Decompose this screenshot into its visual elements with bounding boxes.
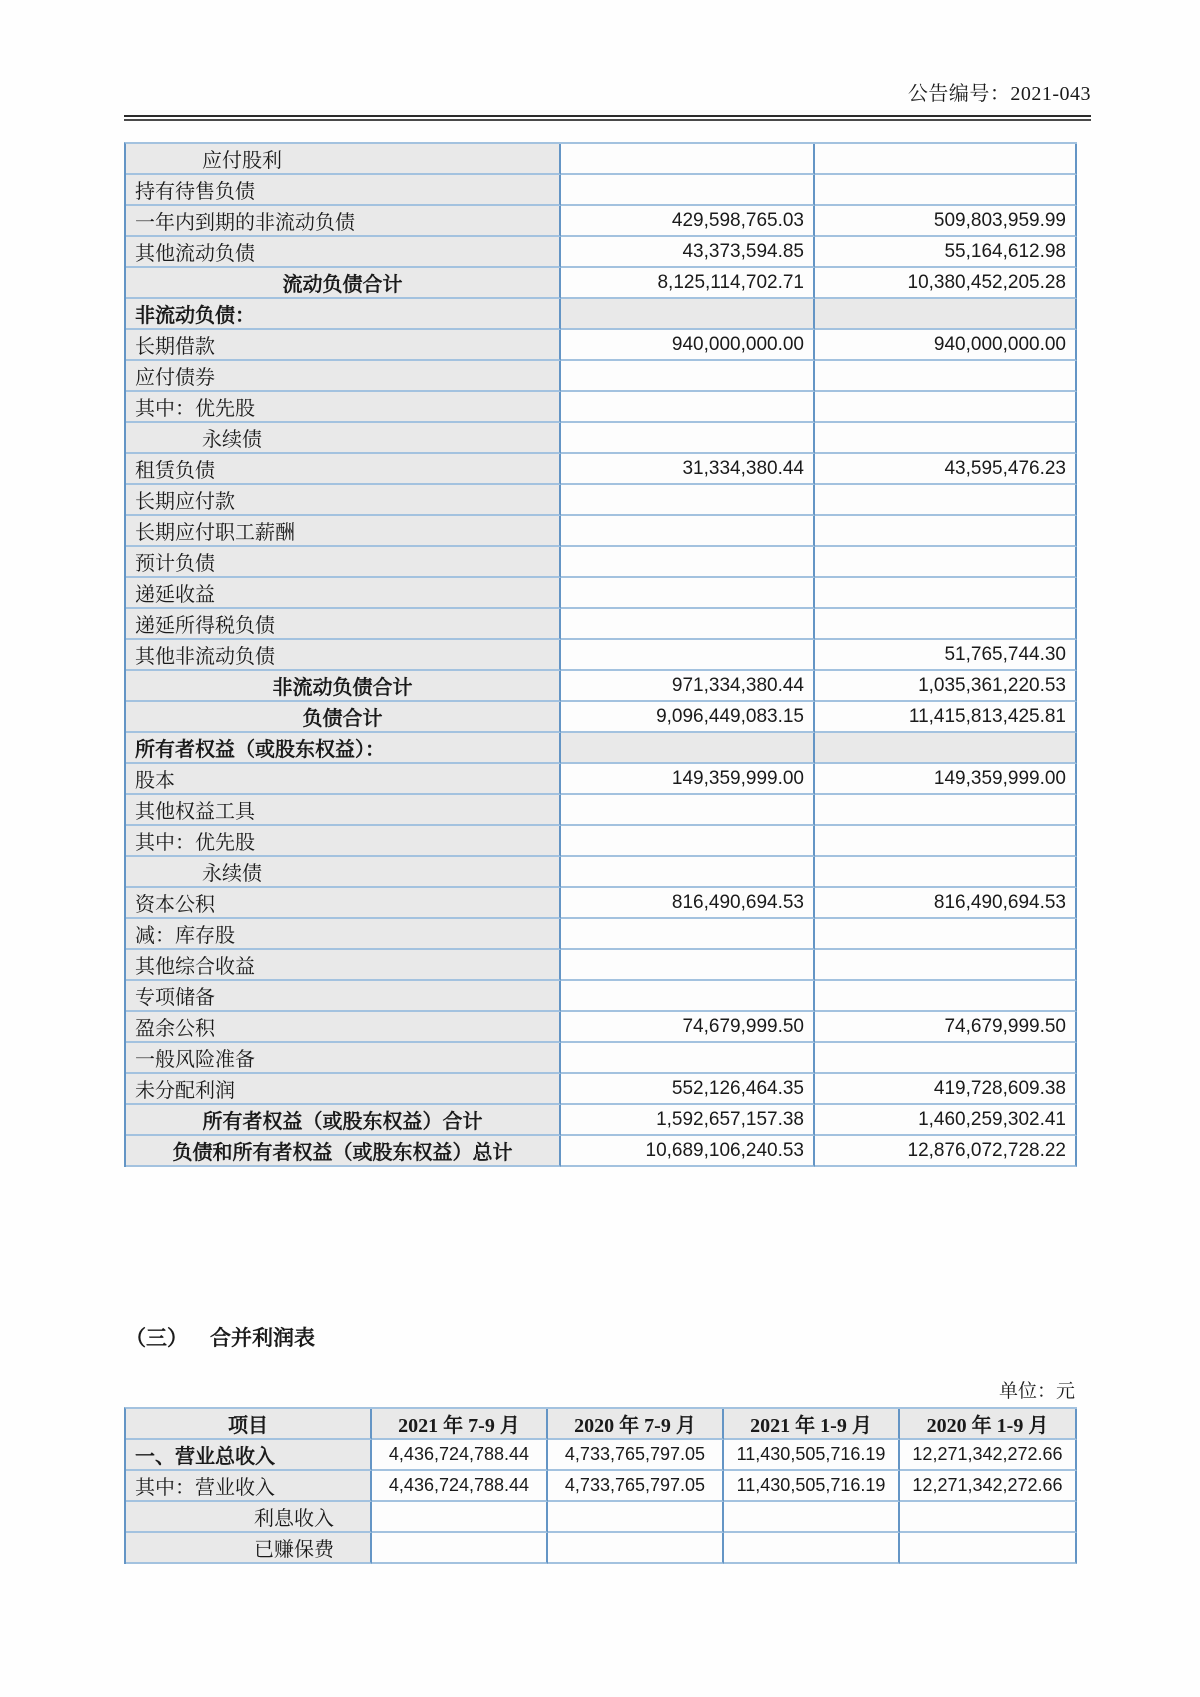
row-label: 租赁负债 <box>126 454 561 485</box>
row-value-prior-period: 1,460,259,302.41 <box>815 1105 1077 1136</box>
row-value-prior-period <box>815 609 1077 640</box>
table-row <box>126 516 1077 547</box>
row-value-prior-period <box>815 361 1077 392</box>
row-value: 4,436,724,788.44 <box>372 1440 548 1471</box>
row-value-current-period <box>561 144 815 175</box>
row-value <box>724 1533 900 1564</box>
row-label: 其他流动负债 <box>126 237 561 268</box>
table-row <box>126 1043 1077 1074</box>
row-value <box>372 1533 548 1564</box>
row-value-prior-period <box>815 423 1077 454</box>
row-label: 长期应付职工薪酬 <box>126 516 561 547</box>
row-value-prior-period: 940,000,000.00 <box>815 330 1077 361</box>
row-value <box>548 1502 724 1533</box>
row-value: 12,271,342,272.66 <box>900 1471 1077 1502</box>
balance-sheet-body <box>126 144 1077 1167</box>
row-value-prior-period <box>815 1043 1077 1074</box>
table-row <box>126 733 1077 764</box>
row-value-current-period <box>561 857 815 888</box>
row-value-prior-period: 10,380,452,205.28 <box>815 268 1077 299</box>
table-row <box>126 299 1077 330</box>
row-label: 其他综合收益 <box>126 950 561 981</box>
row-value-prior-period: 149,359,999.00 <box>815 764 1077 795</box>
table-row <box>126 206 1077 237</box>
row-value-current-period <box>561 826 815 857</box>
table-row <box>126 578 1077 609</box>
row-value: 4,733,765,797.05 <box>548 1471 724 1502</box>
row-value-current-period: 429,598,765.03 <box>561 206 815 237</box>
row-label: 流动负债合计 <box>126 268 561 299</box>
row-label: 负债和所有者权益（或股东权益）总计 <box>126 1136 561 1167</box>
table-row <box>126 1012 1077 1043</box>
row-value-prior-period <box>815 299 1077 330</box>
row-value-current-period: 31,334,380.44 <box>561 454 815 485</box>
table-row <box>126 1105 1077 1136</box>
row-value-prior-period <box>815 516 1077 547</box>
row-label: 股本 <box>126 764 561 795</box>
table-row <box>126 702 1077 733</box>
row-value <box>900 1502 1077 1533</box>
row-value-current-period <box>561 1043 815 1074</box>
row-value-prior-period: 11,415,813,425.81 <box>815 702 1077 733</box>
row-value-current-period <box>561 578 815 609</box>
income-statement-body <box>126 1440 1077 1564</box>
table-row <box>126 919 1077 950</box>
table-row <box>126 857 1077 888</box>
row-label: 长期借款 <box>126 330 561 361</box>
table-row <box>126 795 1077 826</box>
row-value-current-period: 1,592,657,157.38 <box>561 1105 815 1136</box>
row-value-current-period: 971,334,380.44 <box>561 671 815 702</box>
row-label: 所有者权益（或股东权益）合计 <box>126 1105 561 1136</box>
table-row <box>126 454 1077 485</box>
row-label: 应付债券 <box>126 361 561 392</box>
header-rule <box>124 115 1091 121</box>
income-header-row <box>126 1409 1077 1440</box>
row-label: 长期应付款 <box>126 485 561 516</box>
table-row <box>126 423 1077 454</box>
row-value-current-period <box>561 795 815 826</box>
row-value-prior-period <box>815 175 1077 206</box>
table-row <box>126 1136 1077 1167</box>
row-value-current-period <box>561 733 815 764</box>
row-value-current-period <box>561 547 815 578</box>
row-value-current-period: 10,689,106,240.53 <box>561 1136 815 1167</box>
table-row <box>126 547 1077 578</box>
row-label: 永续债 <box>126 857 561 888</box>
row-label: 其中：优先股 <box>126 392 561 423</box>
row-label: 所有者权益（或股东权益）： <box>126 733 561 764</box>
table-row <box>126 237 1077 268</box>
table-row <box>126 361 1077 392</box>
table-row <box>126 268 1077 299</box>
row-label: 应付股利 <box>126 144 561 175</box>
row-label: 非流动负债： <box>126 299 561 330</box>
page-header <box>124 82 1091 121</box>
income-statement-table <box>124 1407 1077 1564</box>
row-label: 减：库存股 <box>126 919 561 950</box>
balance-sheet-table <box>124 142 1077 1167</box>
row-label: 非流动负债合计 <box>126 671 561 702</box>
row-value <box>900 1533 1077 1564</box>
row-value-prior-period: 74,679,999.50 <box>815 1012 1077 1043</box>
row-label: 一般风险准备 <box>126 1043 561 1074</box>
row-value-current-period <box>561 609 815 640</box>
row-value-current-period <box>561 950 815 981</box>
table-row <box>126 950 1077 981</box>
row-value-current-period <box>561 485 815 516</box>
row-label: 专项储备 <box>126 981 561 1012</box>
row-label: 其他非流动负债 <box>126 640 561 671</box>
row-value-current-period <box>561 299 815 330</box>
row-value-current-period: 74,679,999.50 <box>561 1012 815 1043</box>
column-header: 2020 年 1-9 月 <box>900 1409 1077 1440</box>
row-value <box>548 1533 724 1564</box>
row-value-current-period <box>561 175 815 206</box>
row-value-prior-period: 816,490,694.53 <box>815 888 1077 919</box>
table-row <box>126 1074 1077 1105</box>
row-value-prior-period <box>815 950 1077 981</box>
row-value-current-period <box>561 919 815 950</box>
row-label: 递延所得税负债 <box>126 609 561 640</box>
row-value: 11,430,505,716.19 <box>724 1471 900 1502</box>
row-value-current-period: 8,125,114,702.71 <box>561 268 815 299</box>
row-value-current-period <box>561 981 815 1012</box>
row-value-current-period: 940,000,000.00 <box>561 330 815 361</box>
row-value-prior-period <box>815 795 1077 826</box>
row-value-current-period <box>561 392 815 423</box>
row-label: 已赚保费 <box>126 1533 372 1564</box>
row-label: 利息收入 <box>126 1502 372 1533</box>
section-title: 合并利润表 <box>210 1326 315 1350</box>
row-value-prior-period: 1,035,361,220.53 <box>815 671 1077 702</box>
table-row <box>126 392 1077 423</box>
row-label: 预计负债 <box>126 547 561 578</box>
row-value-current-period: 43,373,594.85 <box>561 237 815 268</box>
row-value: 12,271,342,272.66 <box>900 1440 1077 1471</box>
row-value-prior-period: 43,595,476.23 <box>815 454 1077 485</box>
row-value <box>372 1502 548 1533</box>
row-value-current-period: 816,490,694.53 <box>561 888 815 919</box>
column-header: 2021 年 1-9 月 <box>724 1409 900 1440</box>
row-value: 4,436,724,788.44 <box>372 1471 548 1502</box>
table-row <box>126 609 1077 640</box>
table-row <box>126 175 1077 206</box>
row-value-prior-period <box>815 144 1077 175</box>
table-row <box>126 981 1077 1012</box>
row-value-prior-period: 419,728,609.38 <box>815 1074 1077 1105</box>
row-value-current-period: 552,126,464.35 <box>561 1074 815 1105</box>
row-value-prior-period <box>815 733 1077 764</box>
table-row <box>126 826 1077 857</box>
column-header: 2021 年 7-9 月 <box>372 1409 548 1440</box>
row-value-prior-period: 51,765,744.30 <box>815 640 1077 671</box>
row-value-prior-period <box>815 981 1077 1012</box>
unit-note: 单位：元 <box>998 1381 1075 1402</box>
row-label: 盈余公积 <box>126 1012 561 1043</box>
row-label: 负债合计 <box>126 702 561 733</box>
row-value-prior-period: 55,164,612.98 <box>815 237 1077 268</box>
table-row <box>126 144 1077 175</box>
section-number: （三） <box>125 1326 188 1350</box>
row-value-current-period: 149,359,999.00 <box>561 764 815 795</box>
row-value-prior-period <box>815 392 1077 423</box>
row-label: 未分配利润 <box>126 1074 561 1105</box>
table-row <box>126 1533 1077 1564</box>
row-value-current-period <box>561 361 815 392</box>
table-row <box>126 1440 1077 1471</box>
row-label: 永续债 <box>126 423 561 454</box>
row-label: 一年内到期的非流动负债 <box>126 206 561 237</box>
row-value <box>724 1502 900 1533</box>
table-row <box>126 671 1077 702</box>
row-value-prior-period: 12,876,072,728.22 <box>815 1136 1077 1167</box>
announcement-number: 公告编号：2021-043 <box>907 83 1091 105</box>
row-value-current-period <box>561 640 815 671</box>
row-value-current-period <box>561 516 815 547</box>
row-value-current-period <box>561 423 815 454</box>
row-value-prior-period <box>815 857 1077 888</box>
row-label: 递延收益 <box>126 578 561 609</box>
row-value-prior-period <box>815 485 1077 516</box>
table-row <box>126 888 1077 919</box>
table-row <box>126 1502 1077 1533</box>
row-value-prior-period <box>815 547 1077 578</box>
row-value: 4,733,765,797.05 <box>548 1440 724 1471</box>
row-value-prior-period <box>815 578 1077 609</box>
row-value-prior-period <box>815 826 1077 857</box>
row-value: 11,430,505,716.19 <box>724 1440 900 1471</box>
row-value-prior-period <box>815 919 1077 950</box>
row-label: 其中：营业收入 <box>126 1471 372 1502</box>
row-label: 资本公积 <box>126 888 561 919</box>
row-label: 一、营业总收入 <box>126 1440 372 1471</box>
column-header: 项目 <box>126 1409 372 1440</box>
table-row <box>126 330 1077 361</box>
column-header: 2020 年 7-9 月 <box>548 1409 724 1440</box>
table-row <box>126 640 1077 671</box>
row-label: 其中：优先股 <box>126 826 561 857</box>
table-row <box>126 1471 1077 1502</box>
row-value-current-period: 9,096,449,083.15 <box>561 702 815 733</box>
row-label: 其他权益工具 <box>126 795 561 826</box>
section-heading <box>125 1325 1200 1351</box>
table-row <box>126 485 1077 516</box>
row-value-prior-period: 509,803,959.99 <box>815 206 1077 237</box>
row-label: 持有待售负债 <box>126 175 561 206</box>
table-row <box>126 764 1077 795</box>
